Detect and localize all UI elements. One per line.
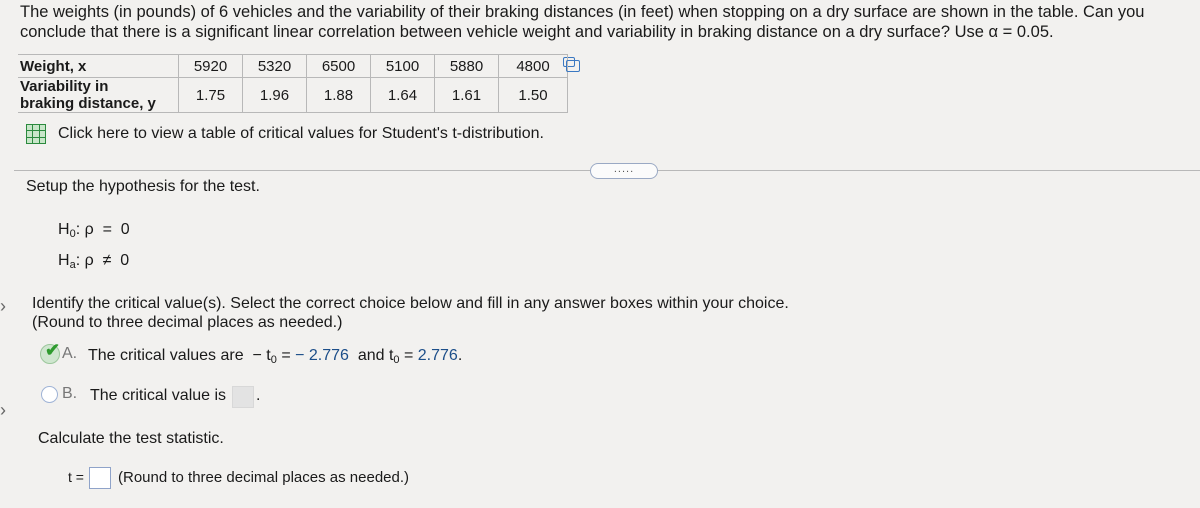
copy-icon[interactable] — [566, 60, 580, 72]
chevron-right-icon: › — [0, 400, 6, 420]
table-grid-icon — [26, 124, 46, 144]
answer-value: 2.776 — [417, 347, 458, 364]
chevron-right-icon: › — [0, 296, 6, 316]
critical-values-link[interactable] — [26, 124, 544, 144]
table-cell: 5320 — [243, 55, 307, 78]
table-cell: 1.64 — [371, 78, 435, 113]
critical-instruction-line2: (Round to three decimal places as needed.) — [32, 314, 343, 331]
table-cell: 5100 — [371, 55, 435, 78]
table-row — [18, 55, 568, 78]
statistic-note: (Round to three decimal places as needed.) — [118, 469, 410, 486]
link-label[interactable]: Click here to view a table of critical values for Student's t-distribution. — [58, 125, 544, 142]
table-row — [18, 78, 568, 113]
table-cell: 1.75 — [179, 78, 243, 113]
critical-value-input[interactable] — [232, 386, 254, 408]
null-hypothesis: $H_0$: ρ = 0 — [58, 221, 130, 240]
t-label: t = — [68, 469, 84, 485]
row-label-line: braking distance, y — [20, 95, 156, 112]
option-b-text: The critical value is — [90, 387, 227, 404]
answer-value: − 2.776 — [295, 347, 349, 364]
option-b-end: . — [256, 387, 261, 404]
option-b-letter: B. — [62, 385, 78, 402]
table-cell: 6500 — [307, 55, 371, 78]
table-cell: 1.96 — [243, 78, 307, 113]
statistic-instruction: Calculate the test statistic. — [38, 430, 224, 447]
table-cell: 1.88 — [307, 78, 371, 113]
row-label-line: Variability in — [20, 78, 109, 95]
test-statistic-input[interactable] — [89, 467, 111, 489]
row-label-weight: Weight, x — [18, 55, 179, 78]
table-cell: 1.61 — [435, 78, 499, 113]
option-a-letter: A. — [62, 345, 78, 362]
problem-statement: The weights (in pounds) of 6 vehicles and the variability of their braking distances (in feet) when stopping on a dry surface are shown in the table. Can you conclude that there is a significant linear correlation between vehicle weight and variability in braking distance on a dry surface? Use α = 0.05. — [20, 3, 1145, 41]
more-button[interactable]: ..... — [590, 163, 658, 179]
table-cell: 5880 — [435, 55, 499, 78]
data-table — [18, 54, 568, 113]
table-cell: 4800 — [499, 55, 568, 78]
alternative-hypothesis: $H_a$: ρ ≠ 0 — [58, 252, 130, 271]
option-a-text: The critical values are − $t_0$ = − 2.776 and $t_0 = 2.776$. — [88, 347, 463, 366]
hypothesis-instruction: Setup the hypothesis for the test. — [26, 178, 260, 195]
table-cell: 5920 — [179, 55, 243, 78]
critical-instruction-line1: Identify the critical value(s). Select the correct choice below and fill in any answer boxes within your choice. — [32, 295, 789, 312]
table-cell: 1.50 — [499, 78, 568, 113]
check-icon: ✔ — [45, 340, 61, 360]
row-label-variability — [18, 78, 179, 113]
option-b-radio[interactable] — [41, 386, 58, 403]
